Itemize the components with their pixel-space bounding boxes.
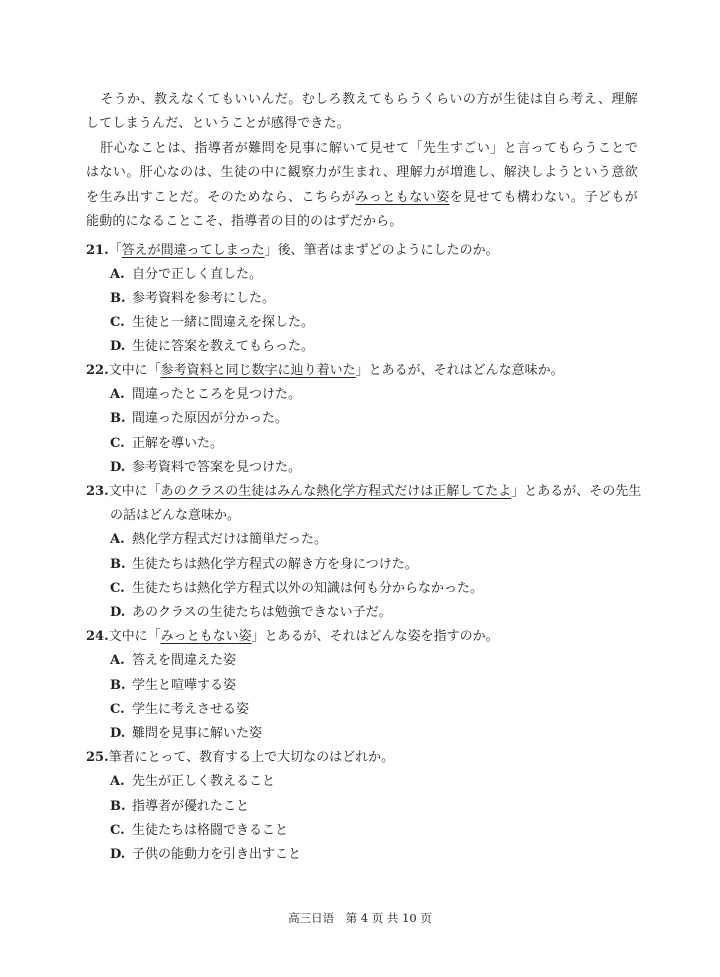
passage-paragraph-1: そうか、教えなくてもいいんだ。むしろ教えてもらうくらいの方が生徒は自ら考え、理解してしまうんだ、ということが感得できた。	[86, 92, 638, 132]
option-24-b[interactable]: B. 学生と喧嘩する姿	[110, 678, 237, 693]
underlined-phrase: あのクラスの生徒はみんな熱化学方程式だけは正解してたよ	[160, 484, 512, 499]
option-22-b[interactable]: B. 間違った原因が分かった。	[110, 411, 289, 426]
option-22-d[interactable]: D. 参考資料で答案を見つけた。	[110, 460, 302, 475]
option-24-d[interactable]: D. 難問を見事に解いた姿	[110, 726, 263, 741]
question-25: 25.筆者にとって、教育する上で大切なのはどれか。	[86, 750, 395, 765]
option-24-c[interactable]: C. 学生に考えさせる姿	[110, 702, 250, 717]
option-25-a[interactable]: A. 先生が正しく教えること	[110, 774, 276, 789]
option-21-b[interactable]: B. 参考資料を参考にした。	[110, 291, 276, 306]
question-23: 23.文中に「あのクラスの生徒はみんな熱化学方程式だけは正解してたよ」とあるが、その先生	[86, 484, 642, 499]
option-23-d[interactable]: D. あのクラスの生徒たちは勉強できない子だ。	[110, 605, 392, 620]
option-25-d[interactable]: D. 子供の能動力を引き出すこと	[110, 847, 302, 862]
option-22-c[interactable]: C. 正解を導いた。	[110, 436, 224, 451]
underlined-phrase: みっともない姿	[355, 189, 450, 205]
question-22: 22.文中に「参考資料と同じ数字に辿り着いた」とあるが、それはどんな意味か。	[86, 363, 564, 378]
question-21: 21.「答えが間違ってしまった」後、筆者はまずどのようにしたのか。	[86, 243, 499, 258]
option-23-b[interactable]: B. 生徒たちは熱化学方程式の解き方を身につけた。	[110, 557, 418, 572]
question-24: 24.文中に「みっともない姿」とあるが、それはどんな姿を指すのか。	[86, 629, 499, 644]
option-24-a[interactable]: A. 答えを間違えた姿	[110, 653, 237, 668]
underlined-phrase: みっともない姿	[160, 629, 252, 644]
underlined-phrase: 参考資料と同じ数字に辿り着いた	[160, 363, 356, 378]
option-21-d[interactable]: D. 生徒に答案を教えてもらった。	[110, 339, 315, 354]
option-23-a[interactable]: A. 熱化学方程式だけは簡単だった。	[110, 532, 328, 547]
option-25-c[interactable]: C. 生徒たちは格闘できること	[110, 823, 289, 838]
question-23-continuation: の話はどんな意味か。	[110, 508, 241, 523]
page-footer: 高三日语 第 4 页 共 10 页	[288, 911, 432, 925]
option-21-a[interactable]: A. 自分で正しく直した。	[110, 267, 263, 282]
option-23-c[interactable]: C. 生徒たちは熱化学方程式以外の知識は何も分からなかった。	[110, 581, 484, 596]
option-22-a[interactable]: A. 間違ったところを見つけた。	[110, 387, 302, 402]
underlined-phrase: 答えが間違ってしまった	[121, 243, 265, 258]
option-21-c[interactable]: C. 生徒と一緒に間違えを探した。	[110, 315, 315, 330]
passage-paragraph-2: 肝心なことは、指導者が難問を見事に解いて見せて「先生すごい」と言ってもらうことではない。肝心なのは、生徒の中に観察力が生まれ、理解力が増進し、解決しようという意欲を生み出すことだ。そのためなら、こちらがみっともない姿を見せても構わない。子どもが能動的になることこそ、指導者の目的のはずだから。	[86, 141, 638, 229]
option-25-b[interactable]: B. 指導者が優れたこと	[110, 799, 250, 814]
